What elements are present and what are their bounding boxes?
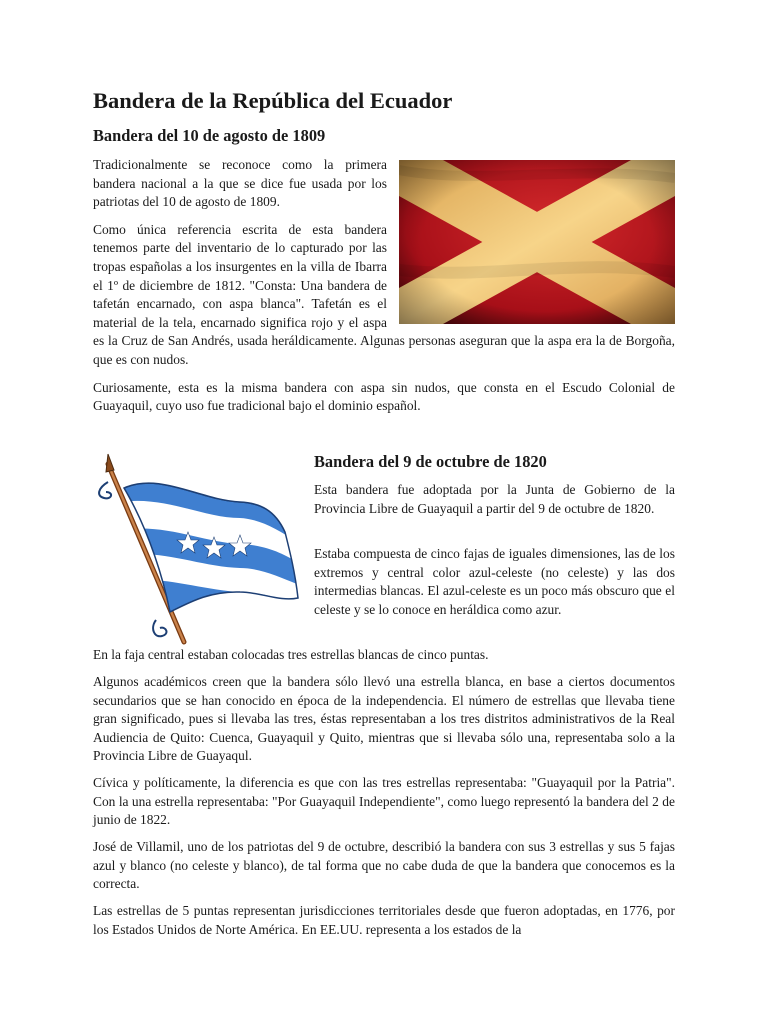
section-1809-body: [93, 156, 675, 425]
document-title: Bandera de la República del Ecuador: [93, 88, 453, 113]
saltire-flag-photo: [399, 160, 675, 324]
paragraph-1820-side-2: Estaba compuesta de cinco fajas de iguales dimensiones, las de los extremos y central color azul-celeste (no celeste) y las dos intermedias blancas. El azul-celeste es un poco más obscuro que el celeste y se lo conoce en heráldica como azur.: [314, 546, 675, 617]
red-flag-with-saltire-icon: [399, 160, 675, 324]
paragraph-1809-1: Tradicionalmente se reconoce como la primera bandera nacional a la que se dice fue usada por los patriotas del 10 de agosto de 1809.: [93, 157, 387, 210]
paragraph-1820-side-1: Esta bandera fue adoptada por la Junta de Gobierno de la Provincia Libre de Guayaquil a partir del 9 de octubre de 1820.: [314, 482, 675, 516]
paragraph-1820-3: Cívica y políticamente, la diferencia es que con las tres estrellas representaba: "Guayaquil por la Patria". Con la una estrella representaba: "Por Guayaquil Independiente", como luego representó la bandera del 2 de junio de 1822.: [93, 775, 675, 828]
paragraph-1820-2: Algunos académicos creen que la bandera sólo llevó una estrella blanca, en base a ciertos documentos secundarios que se han conocido en época de la independencia. El número de estrellas que llevaba tiene gran significado, pues si llevaba las tres, éstas representaban a los tres distritos administrativos de la Real Audiencia de Quito: Cuenca, Guayaquil y Quito, mientras que si llevaba sólo una, representaba solo a la Provincia Libre de Guayaqul.: [93, 674, 675, 764]
section-heading-1820: Bandera del 9 de octubre de 1820: [314, 452, 547, 471]
paragraph-1809-2: Como única referencia escrita de esta bandera tenemos parte del inventario de lo capturado por las tropas españolas a los insurgentes en la villa de Ibarra el 1º de diciembre de 1812. "Consta: Una bandera de tafetán encarnado, con aspa blanca". Tafetán es el material de la tela, encarnado significa rojo y el aspa es la Cruz de San Andrés, usada heráldicamente. Algunas personas aseguran que la aspa era la de Borgoña, que es con nudos.: [93, 221, 675, 367]
paragraph-1809-3: Curiosamente, esta es la misma bandera con aspa sin nudos, que consta en el Escudo Colonial de Guayaquil, cuyo uso fue tradicional bajo el dominio español.: [93, 379, 675, 414]
guayaquil-flag-illustration: [90, 452, 304, 648]
paragraph-1820-1: En la faja central estaban colocadas tres estrellas blancas de cinco puntas.: [93, 647, 489, 662]
paragraph-1820-4: José de Villamil, uno de los patriotas del 9 de octubre, describió la bandera con sus 3 estrellas y sus 5 fajas azul y blanco (no celeste y blanco), de tal forma que no cabe duda de que la bandera que conocemos es la correcta.: [93, 839, 675, 892]
section-heading-1809: Bandera del 10 de agosto de 1809: [93, 126, 326, 145]
blue-white-striped-flag-three-stars-icon: [90, 452, 304, 648]
paragraph-1820-5: Las estrellas de 5 puntas representan jurisdicciones territoriales desde que fueron adoptadas, en 1776, por los Estados Unidos de Norte América. En EE.UU. representa a los estados de la: [93, 903, 675, 937]
